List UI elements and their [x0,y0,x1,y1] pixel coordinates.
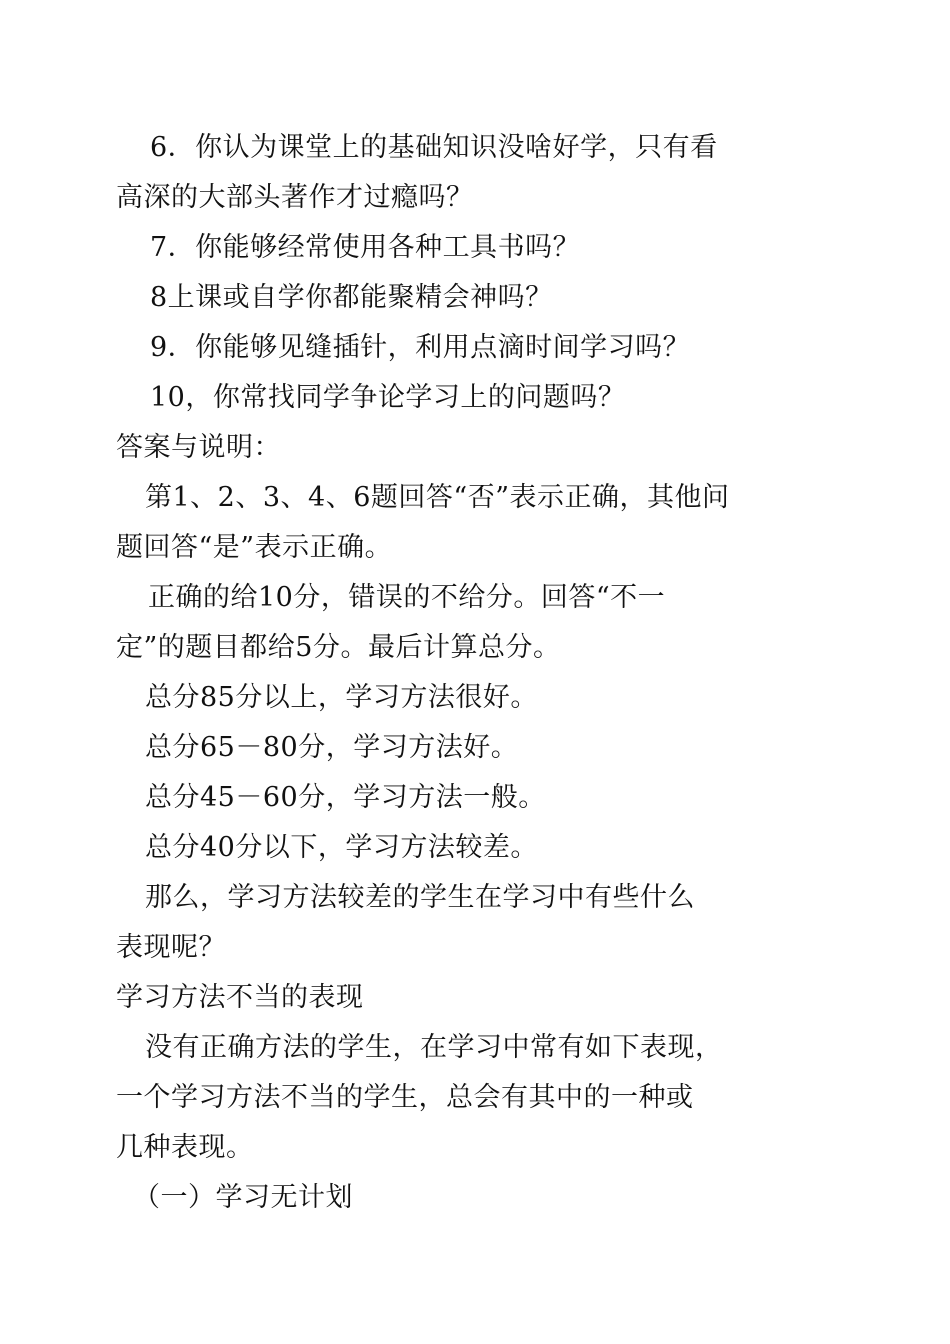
answer-rule-line-2: 题回答“是”表示正确。 [116,532,393,563]
scoring-line-2: 定”的题目都给5分。最后计算总分。 [116,632,561,663]
question-10: 10，你常找同学争论学习上的问题吗？ [150,382,626,413]
section-paragraph-line-2: 一个学习方法不当的学生，总会有其中的一种或 [116,1082,694,1113]
subsection-heading: （一）学习无计划 [133,1182,353,1213]
question-6-line-1: 6．你认为课堂上的基础知识没啥好学，只有看 [150,132,718,163]
score-band-poor: 总分40分以下，学习方法较差。 [145,832,538,863]
transition-line-2: 表现呢？ [116,932,226,963]
question-6-line-2: 高深的大部头著作才过瘾吗？ [116,182,474,213]
section-heading: 学习方法不当的表现 [116,982,364,1013]
answer-rule-line-1: 第1、2、3、4、6题回答“否”表示正确，其他问 [145,482,730,513]
question-9: 9．你能够见缝插针，利用点滴时间学习吗？ [150,332,691,363]
question-8: 8上课或自学你都能聚精会神吗？ [150,282,553,313]
score-band-excellent: 总分85分以上，学习方法很好。 [145,682,538,713]
scoring-line-1: 正确的给10分，错误的不给分。回答“不一 [148,582,666,613]
answers-heading: 答案与说明： [116,432,281,463]
score-band-good: 总分65－80分，学习方法好。 [145,732,519,763]
score-band-average: 总分45－60分，学习方法一般。 [145,782,546,813]
section-paragraph-line-3: 几种表现。 [116,1132,254,1163]
question-7: 7．你能够经常使用各种工具书吗？ [150,232,581,263]
transition-line-1: 那么，学习方法较差的学生在学习中有些什么 [145,882,695,913]
section-paragraph-line-1: 没有正确方法的学生，在学习中常有如下表现， [145,1032,723,1063]
